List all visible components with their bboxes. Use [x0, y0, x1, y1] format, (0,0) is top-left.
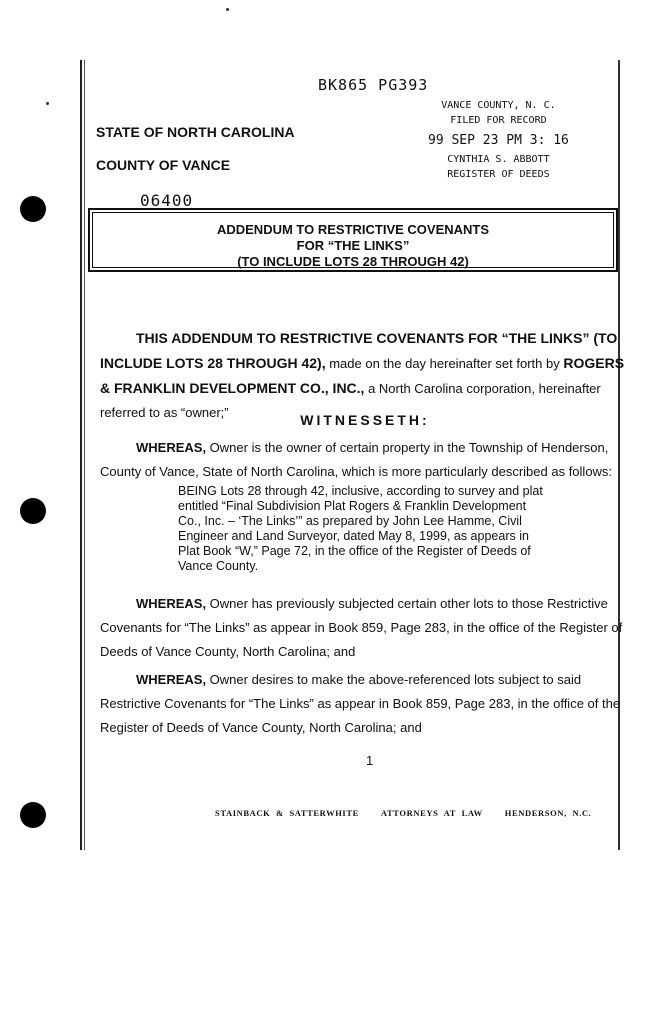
scan-speck — [226, 8, 229, 11]
intro-text-1: made on the day hereinafter set forth by — [325, 356, 564, 371]
scan-speck — [46, 102, 49, 105]
witnesseth-heading: WITNESSETH: — [300, 412, 430, 428]
document-number: 06400 — [140, 191, 194, 210]
title-line-1: ADDENDUM TO RESTRICTIVE COVENANTS — [216, 222, 490, 237]
stamp-filed: FILED FOR RECORD — [450, 115, 547, 126]
intro-paragraph — [100, 326, 630, 425]
recording-stamp — [428, 98, 569, 182]
whereas-paragraph-3 — [100, 668, 630, 740]
stamp-register-office: REGISTER OF DEEDS — [447, 169, 550, 180]
whereas-paragraph-1 — [100, 436, 630, 484]
state-heading: STATE OF NORTH CAROLINA — [96, 124, 295, 140]
lots-description: BEING Lots 28 through 42, inclusive, according to survey and plat entitled “Final Subdivision Plat Rogers & Franklin Development Co., Inc. – ‘The Links’” as prepared by John Lee Hamme, Civil Engineer and Land Surveyor, dated May 8, 1999, as appears in Plat Book “W,” Page 72, in the office of the Register of Deeds of Vance County. — [178, 484, 543, 573]
page-edge-left-inner — [84, 60, 85, 850]
whereas-text-1: Owner is the owner of certain property in the Township of Henderson, County of Vance, State of North Carolina, which is more particularly described as follows: — [100, 440, 613, 479]
book-page-number: BK865 PG393 — [318, 76, 429, 94]
page-number: 1 — [366, 753, 374, 768]
footer-city: HENDERSON, N.C. — [504, 808, 592, 818]
stamp-time: 99 SEP 23 PM 3: 16 — [428, 133, 569, 148]
title-box — [88, 208, 618, 272]
punch-hole-top — [20, 196, 46, 222]
punch-hole-bottom — [20, 802, 46, 828]
footer-firm: STAINBACK & SATTERWHITE — [215, 808, 359, 818]
whereas-label: WHEREAS, — [136, 440, 207, 455]
punch-hole-middle — [20, 498, 46, 524]
law-firm-footer — [215, 808, 613, 818]
intro-owner-name: ROGERS & FRANKLIN DEVELOPMENT CO., INC., — [100, 355, 625, 396]
footer-role: ATTORNEYS AT LAW — [380, 808, 483, 818]
whereas-paragraph-2 — [100, 592, 630, 664]
page-edge-left — [80, 60, 82, 850]
whereas-label: WHEREAS, — [136, 672, 207, 687]
intro-text-2: a North Carolina corporation, hereinafter referred to as “owner;” — [100, 381, 601, 420]
whereas-label: WHEREAS, — [136, 596, 207, 611]
title-line-3: (TO INCLUDE LOTS 28 THROUGH 42) — [237, 254, 469, 269]
stamp-county: VANCE COUNTY, N. C. — [441, 100, 556, 111]
whereas-text-2: Owner has previously subjected certain other lots to those Restrictive Covenants for “The Links” as appear in Book 859, Page 283, in the office of the Register of Deeds of Vance County, North Carolina; and — [100, 596, 623, 659]
stamp-register-name: CYNTHIA S. ABBOTT — [447, 154, 550, 165]
title-line-2: FOR “THE LINKS” — [296, 238, 410, 253]
county-heading: COUNTY OF VANCE — [96, 157, 231, 173]
intro-bold-title: THIS ADDENDUM TO RESTRICTIVE COVENANTS FOR “THE LINKS” (TO INCLUDE LOTS 28 THROUGH 42), — [100, 330, 618, 371]
whereas-text-3: Owner desires to make the above-referenced lots subject to said Restrictive Covenants for “The Links” as appear in Book 859, Page 283, in the office of the Register of Deeds of Vance County, North Carolina; and — [100, 672, 621, 735]
